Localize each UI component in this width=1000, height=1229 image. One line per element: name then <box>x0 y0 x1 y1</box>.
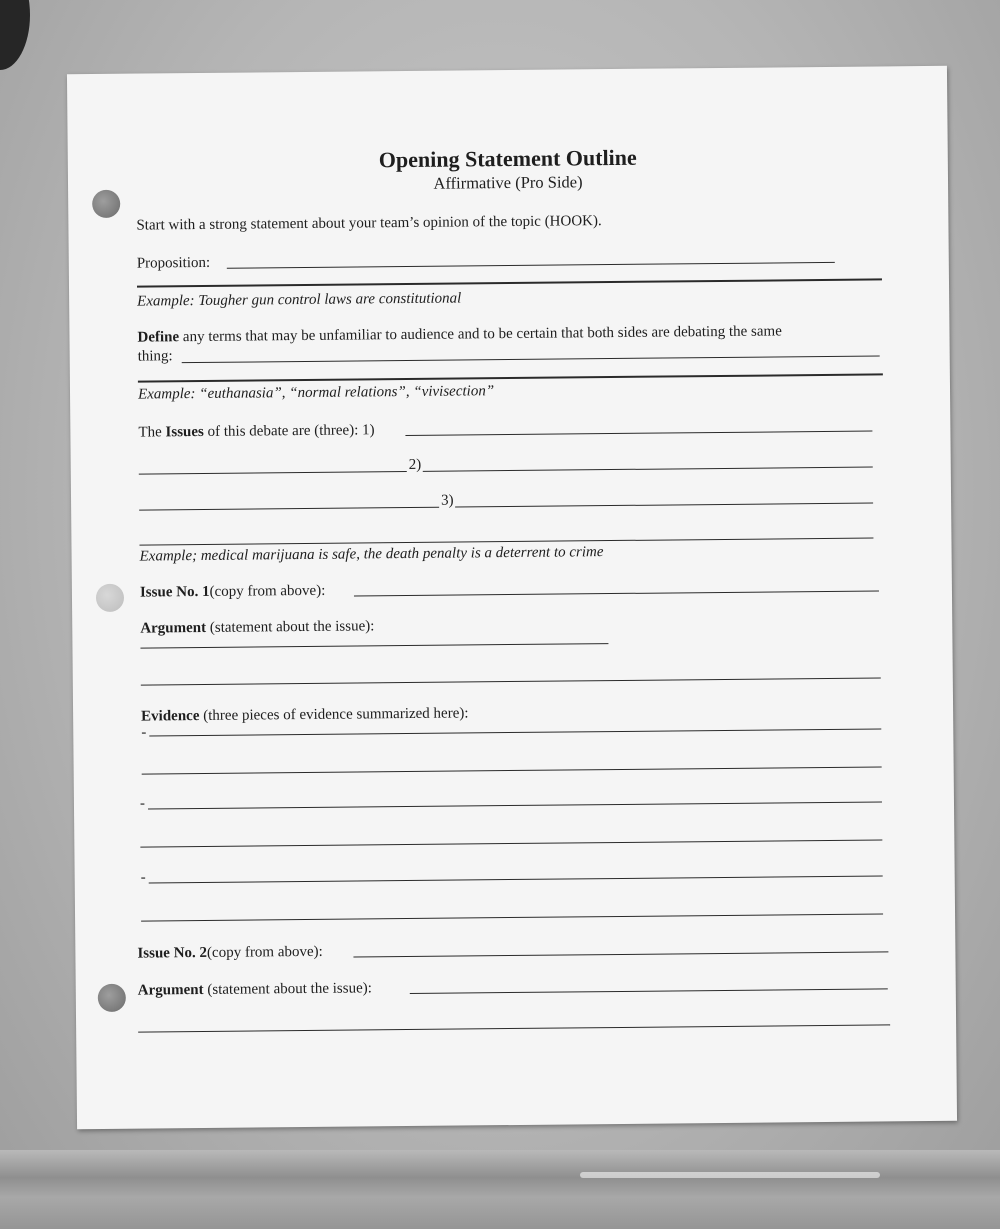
background-object <box>0 0 30 70</box>
issue-no-2-bold: Issue No. 2 <box>137 944 208 962</box>
punch-hole-bottom <box>98 984 126 1012</box>
issue-1-argument-line-1[interactable] <box>140 643 608 648</box>
issue-1-evidence-label <box>141 704 469 725</box>
issue-3-line[interactable] <box>455 503 873 508</box>
page-subtitle: Affirmative (Pro Side) <box>433 172 583 193</box>
punch-hole-middle <box>96 584 124 612</box>
evidence-2-bullet: - <box>139 795 146 812</box>
define-line-2[interactable] <box>138 373 883 382</box>
define-text: any terms that may be unfamiliar to audience and to be certain that both sides are debating the same <box>179 323 782 346</box>
issue-1-argument-text: (statement about the issue): <box>206 618 375 636</box>
proposition-line[interactable] <box>227 262 835 269</box>
issue-1-evidence-bold: Evidence <box>141 708 200 725</box>
issue-no-1-bold: Issue No. 1 <box>139 583 210 601</box>
issue-1-argument-bold: Argument <box>140 619 207 637</box>
define-example: Example: “euthanasia”, “normal relations”, “vivisection” <box>137 383 495 403</box>
issue-2-argument-line-2[interactable] <box>138 1024 890 1032</box>
issue-no-1-text: (copy from above): <box>209 582 326 600</box>
issue-1-argument-label <box>140 617 374 637</box>
issue-2-line[interactable] <box>423 467 873 472</box>
issue-no-2-line[interactable] <box>353 951 888 957</box>
issues-label <box>138 421 374 441</box>
page-title: Opening Statement Outline <box>378 144 637 173</box>
issue-3-line-left[interactable] <box>139 507 439 511</box>
evidence-3-line-2[interactable] <box>141 913 883 921</box>
evidence-3-bullet: - <box>140 869 146 886</box>
issues-prefix: The <box>138 424 166 441</box>
issue-1-argument-line-2[interactable] <box>141 677 881 685</box>
evidence-1-line-2[interactable] <box>142 766 882 774</box>
proposition-label: Proposition: <box>136 254 211 272</box>
define-line[interactable] <box>182 355 880 363</box>
issue-no-2-text: (copy from above): <box>206 943 323 961</box>
issue-2-line-left[interactable] <box>139 471 407 475</box>
evidence-1-line-1[interactable] <box>149 728 881 736</box>
issues-text: of this debate are (three): 1) <box>203 422 375 440</box>
counter-reflection <box>580 1172 880 1178</box>
proposition-example: Example: Tougher gun control laws are constitutional <box>137 290 462 310</box>
issue-no-2-label <box>137 943 323 963</box>
issue-1-line[interactable] <box>405 431 872 436</box>
evidence-2-line-2[interactable] <box>140 839 882 847</box>
issue-no-1-line[interactable] <box>354 590 879 596</box>
issue-2-argument-bold: Argument <box>137 981 204 999</box>
evidence-1-bullet: - <box>141 724 147 741</box>
hook-instruction: Start with a strong statement about your team’s opinion of the topic (HOOK). <box>136 213 602 234</box>
worksheet-page <box>67 66 957 1129</box>
issue-1-evidence-text: (three pieces of evidence summarized here): <box>199 705 469 725</box>
evidence-3-line-1[interactable] <box>149 875 883 883</box>
define-instruction <box>137 322 782 346</box>
issue-2-argument-line-1[interactable] <box>410 988 888 994</box>
issue-2-argument-label <box>138 979 372 999</box>
issues-example: Example; medical marijuana is safe, the death penalty is a deterrent to crime <box>139 544 604 565</box>
counter-edge <box>0 1150 1000 1229</box>
define-bold: Define <box>137 329 180 346</box>
issue-no-1-label <box>140 582 326 602</box>
issues-bold: Issues <box>165 423 204 441</box>
issue-3-number: 3) <box>440 492 454 509</box>
define-line-label: thing: <box>137 348 173 365</box>
evidence-2-line-1[interactable] <box>148 801 882 809</box>
issue-2-argument-text: (statement about the issue): <box>203 980 372 998</box>
proposition-line-2[interactable] <box>137 278 882 287</box>
issue-2-number: 2) <box>408 456 422 473</box>
